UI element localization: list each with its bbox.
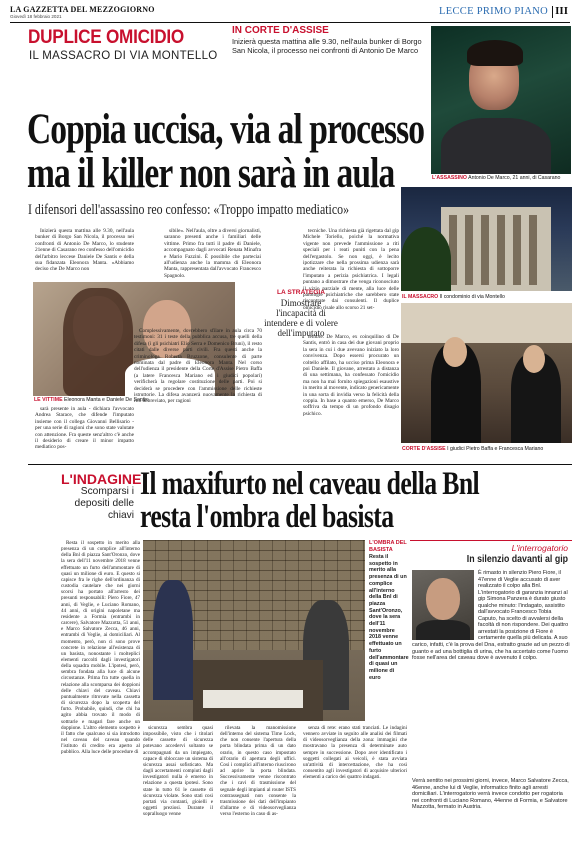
judge-2-face — [523, 345, 545, 373]
strategy-text: Dimostrare l'incapacità di intendere e di volere dell'imputato — [264, 298, 338, 338]
bottom-column-2 — [143, 725, 213, 818]
kicker-indagine-text: Scomparsi i depositi delle chiavi — [74, 486, 134, 521]
interrogatorio-kicker: L'interrogatorio — [511, 543, 568, 553]
subkicker-massacro: IL MASSACRO DI VIA MONTELLO — [29, 50, 218, 62]
court-caption-text: I giudici Pietro Baffa e Francesca Mariano — [447, 446, 544, 452]
officer-left — [153, 580, 193, 700]
victims-caption-label: LE VITTIME — [34, 397, 63, 403]
ombra-label: L'OMBRA DEL BASISTA — [369, 540, 407, 553]
section-divider — [28, 464, 572, 465]
bottom-column-1 — [61, 540, 140, 756]
paper-name: LA GAZZETTA DEL MEZZOGIORNO — [10, 5, 155, 14]
main-headline-line2: ma il killer non sarà in aula — [27, 150, 395, 197]
top-column-1a — [35, 228, 134, 273]
court-photo — [401, 303, 572, 443]
bottom-headline-line1: Il maxifurto nel caveau della Bnl — [140, 466, 480, 502]
top-col3a-text: tecniche. Una richiesta già rigettata dal gip Michele Toriello, poiché la normativa vigente non prevede l'ammissione a riti speciali per i reati puniti con la pena dell'ergastolo. Se non oggi, è lecito ipotizzare che nella prossima udienza sarà anche reiterata la richiesta di sottoporre l'imputato a perizia psichiatrica. I legali puntano a dimostrare che venga riconosciuto il vizio parziale di mente, alla luce delle patologie psichiatriche che sarebbero state riscontrate dai consulenti. Il duplice omicidio risale allo scorso 21 set- — [303, 228, 399, 311]
building-caption — [402, 294, 572, 300]
top-col3b-text: tembre. De Marco, ex coinquilino di De Santis, entrò in casa dei due giovani proprio la sera in cui i due avevano iniziato la loro convivenza. Dopo essersi procurato un coltello affilato, ha ucciso prima Eleonora e poi Daniele. Il giovane, arrestato a distanza di una settimana, ha confessato l'omicidio ma non ha mai fornito spiegazioni esaustive in merito al movente, indicato genericamente in una sorta di invidia verso la felicità della coppia. In base a quanto emerso, De Marco soffriva da tempo di un profondo disagio psichico. — [303, 334, 399, 417]
top-col2b-text: Complessivamente, dovrebbero sfilare in aula circa 70 testimoni: 31 i teste della pubblica accusa, tre quelli della difesa (i gli psichiatri Elio Serra e Domenico Bruni), il resto citati dalle diverse parti civili. Fra questi anche la criminologa Roberta Bruzzone, consulente di parte nominata dal padre di Eleonora Manta. Nel corso dell'udienza il presidente della Corte d'Assise Pietro Baffa (a latere Francesca Mariano ed i giudici popolari) verificherà la regolare costituzione delle parti. Poi si deciderà se procedere con l'ammissione delle richieste istruttorie. La difesa avanzerà nuovamente la richiesta di rito abbreviato, per ragioni — [134, 328, 262, 405]
building-photo — [401, 187, 572, 291]
hair-shape — [467, 40, 523, 66]
bottom-col1-text: Resta il sospetto in merito alla presenza di un complice all'interno della Bnl di piazza Sant'Oronzo, dove la sera dell'11 novembre 2018 venne effettuato un furto dell'ammontare di quasi un milione di euro. E questo si capisce fra le righe dell'ordinanza di custodia cautelare che nei giorni scorsi ha portato all'arresto dei presunti responsabili: Piero Fiore, 47 anni, di Veglie, e Luciano Romano, 44 anni, di origini napoletane ma residente a Formia (entrambi in carcere), Salvatore Mazzotta, 51 anni, e Marco Salvatore Zecca, 46 anni, entrambi di Veglie, ai domiciliari. Al momento, però, non ci sono prove concrete in relazione all'esistenza di un basista, nonostante i molteplici elementi raccolti dagli investigatori della squadra mobile. L'ipotesi, però, sembra fondata alla luce di alcune circostanze. Prima fra tutte quella in relazione alla scomparsa dei doppioni delle chiavi del caveau. Chiavi puntualmente ritrovate nella cassetta di sicurezza dopo la scoperta del furto. Probabile, quindi, che chi ha agito abbia trovato il modo di sottrarle e magari fare anche un doppione. L'altro elemento sospetto è il fatto che qualcuno si sia introdotto nel caveau del caveau quando l'istituto di credito era aperto al pubblico. Alla luce delle procedure di — [61, 540, 140, 756]
top-column-3b — [303, 334, 399, 418]
top-col1a-text: Inizierà questa mattina alle 9.30, nell'aula bunker di Borgo San Nicola, il processo nei confronti di Antonio De Marco, lo studente 21enne di Casarano reo confesso dell'omicidio dell'arbitro leccese Daniele De Santis e della sua fidanzata Eleonora Manta. «Abbiamo deciso che De Marco non — [35, 228, 134, 273]
issue-date: Giovedì 18 febbraio 2021 — [10, 14, 62, 19]
main-headline-line1: Coppia uccisa, via al processo — [27, 106, 425, 153]
assassin-photo — [431, 26, 571, 174]
page-number: III — [555, 5, 568, 17]
interrogatorio-header — [410, 540, 572, 567]
ombra-text: Resta il sospetto in merito alla presenza di un complice all'interno della Bnl di piazza Sant'Oronzo, dove la sera dell'11 novembre 2018 venne effettuato un furto dell'ammontare di quasi un milione di euro — [369, 554, 409, 681]
top-column-1b — [35, 406, 134, 451]
masthead — [10, 4, 570, 23]
bottom-col3-text: rilevata la manomissione dell'interno del sistema Time Lock, che non consente l'apertura della porta blindata prima di un dato orario, in questo caso impostato all'orario di apertura degli uffici. Così i complici all'interno riuscirono ad aprire la porta blindata. Successivamente venne riscontrato che i cavi di trasmissione del segnale degli impianti al router ISTS contrassegnati non consente la trasmissione dei dati dell'impianto d'allarme e di videosorveglianza verso l'esterno in caso di as- — [220, 725, 296, 818]
kicker-duplice-omicidio: DUPLICE OMICIDIO — [28, 26, 184, 48]
victims-caption-text: Eleonora Manta e Daniele De Santis — [63, 397, 148, 403]
bottom-column-3 — [220, 725, 296, 818]
court-wall — [401, 303, 572, 343]
interr-b-text: Verrà sentito nei prossimi giorni, invece, Marco Salvatore Zecca, 46enne, anche lui di Veglie, informatico finito agli arresti domiciliari. L'interrogatorio verrà invece condotto per rogatoria nei confronti di Luciano Romano, 44enne di Formia, e Salvatore Mazzotta, fermato in Austria. — [412, 778, 569, 811]
bottom-col2-text: sicurezza sembra quasi impossibile, visto che i titolari delle cassette di sicurezza potevano accedervi soltanto se accompagnati da un impiegato, capace di sbloccare un sistema di sicurezza assai sofisticato. Ma dagli accertamenti compiuti dagli investigatori nulla è emerso in relazione a questa ipotesi. Sono state in tutto 61 le cassette di sicurezza violate. Sono stati così portati via contanti, gioielli e oggetti preziosi. Durante il sopralluogo venne — [143, 725, 213, 818]
strategy-label: LA STRATEGIA — [277, 289, 325, 296]
interrogatorio-sidebar — [410, 540, 572, 832]
ombra-box — [369, 540, 407, 681]
court-summary: Inizierà questa mattina alle 9.30, nell'aula bunker di Borgo San Nicola, il processo nei confronti di Antonio De Marco — [232, 37, 422, 55]
court-kicker: IN CORTE D'ASSISE — [232, 25, 329, 36]
top-col1b-text: sarà presente in aula - dichiara l'avvocato Andrea Starace, che difende l'imputato insieme con il collega Giovanni Bellisario - per una serie di ragioni che sono state valutate con attenzione. Fra queste senz'altro c'è anche il desiderio di creare il minor impatto mediatico pos- — [35, 406, 134, 451]
top-col2a-text: sibile». Nell'aula, oltre a diversi giornalisti, saranno presenti anche i familiari delle vittime. Primo fra tutti il padre di Daniele, accompagnato dagli avvocati Renata Minafra e Mario Fazzini. È possibile che parteciai all'udienza anche la mamma di Eleonora Manta, rappresentata dall'avvocato Francesco Spagnolo. — [164, 228, 261, 279]
main-subhead: I difensori dell'assassino reo confesso: «Troppo impatto mediatico» — [28, 202, 350, 218]
interr-float-spacer — [412, 570, 478, 642]
judge-1-face — [443, 337, 467, 367]
bottom-headline-line2: resta l'ombra del basista — [140, 499, 394, 535]
top-column-2b — [134, 328, 262, 405]
interrogatorio-text-a — [412, 570, 570, 662]
separator-bar — [552, 6, 553, 18]
shoulders-shape — [441, 118, 551, 174]
assassin-caption-label: L'ASSASSINO — [432, 175, 467, 181]
court-caption — [402, 446, 574, 452]
assassin-caption — [432, 175, 572, 181]
interr-a-text: È rimasto in silenzio Piero Fiore, il 47enne di Veglie accusato di aver realizzato il colpo alla Bnl. L'interrogatorio di garanzia innanzi al gip Simona Panzera è durato giusto qualche minuto: l'indagato, assistito dall'avvocato Francesco Tobia Caputo, ha scelto di avvalersi della facoltà di non rispondere. Dei quattro arrestati la posizione di Fiore è certamente quella più delicata. A suo carico, infatti, c'è la prova del Dna, estratto grazie ad un pezzo di guanto e ad una bottiglia di urina, che ha accertato come l'uomo fosse nell'area del caveau dove è avvenuto il colpo. — [412, 570, 570, 662]
interrogatorio-text-b — [412, 778, 570, 811]
top-column-3a — [303, 228, 399, 312]
caveau-photo — [143, 540, 365, 721]
bottom-column-4 — [303, 725, 407, 781]
victim-woman-hair — [63, 288, 133, 396]
building-caption-text: Il condominio di via Montello — [439, 294, 505, 300]
kicker-indagine: L'INDAGINE — [61, 471, 142, 487]
interrogatorio-title: In silenzio davanti al gip — [466, 554, 568, 565]
court-caption-label: CORTE D'ASSISE — [402, 446, 446, 452]
building-windows — [449, 215, 543, 285]
tree-shape — [401, 227, 451, 291]
top-column-2 — [164, 228, 261, 280]
assassin-caption-text: Antonio De Marco, 21 anni, di Casarano — [468, 175, 561, 181]
police-banner — [203, 690, 303, 708]
bottom-col4-text: senza di rete: erano stati tranciati. Le indagini vennero avviate in seguito alle analisi dei filmati di videosorveglianza della zona: immagini che mostravano la presenza di determinate auto sempre in successione. Dopo aver identificato i soggetti collegati ai veicoli, è stata avviata un'attività di intercettazione, che ha così consentito agli investigatori di acquisire ulteriori elementi a carico dei quattro indagati. — [303, 725, 407, 781]
building-caption-label: IL MASSACRO — [402, 294, 439, 300]
section-name: LECCE PRIMO PIANO — [439, 6, 548, 17]
